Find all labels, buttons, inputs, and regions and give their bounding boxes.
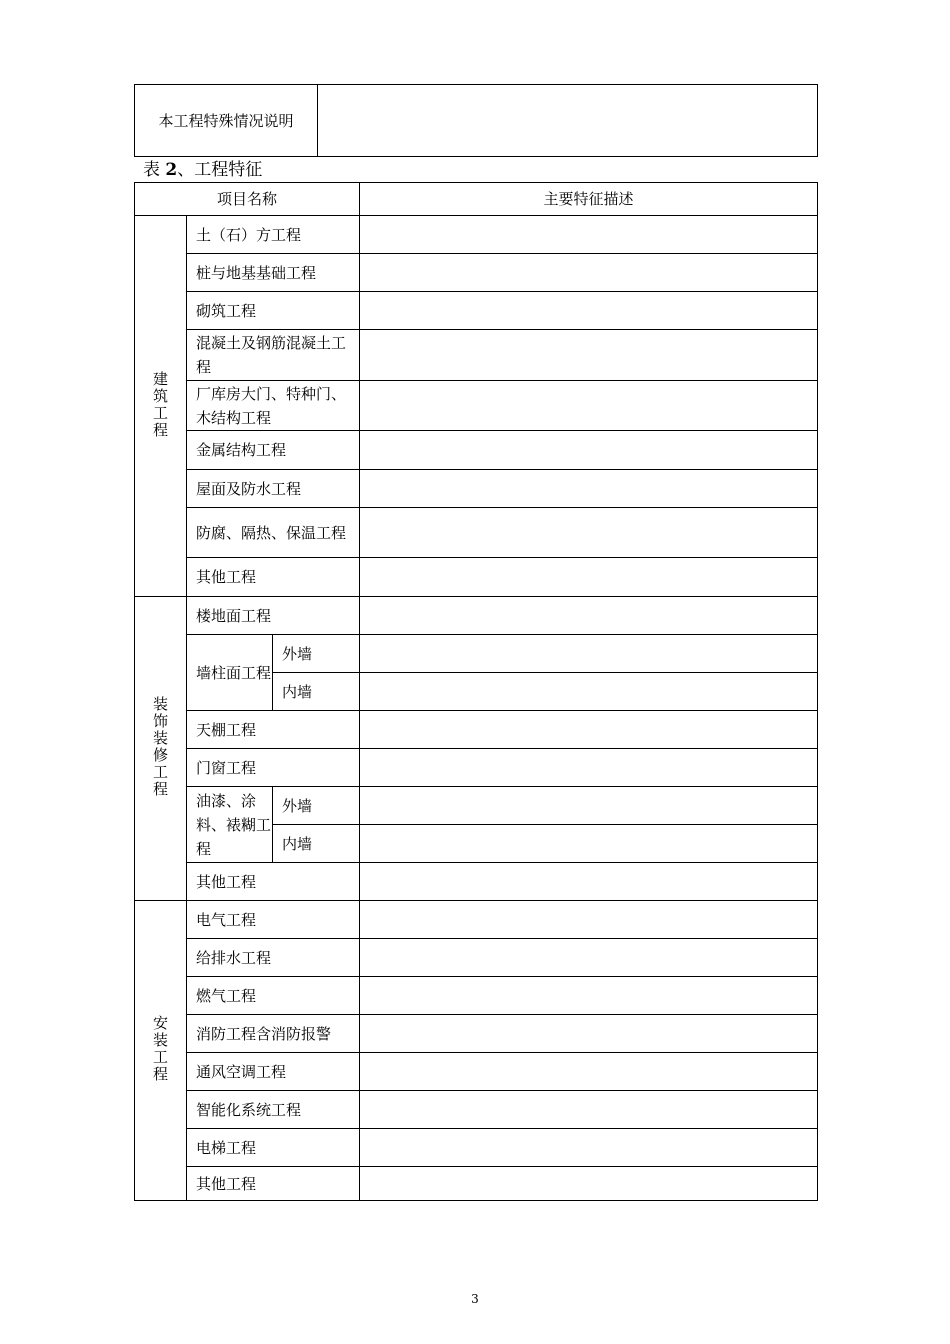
engineering-features-table xyxy=(134,182,818,1201)
special-conditions-value[interactable] xyxy=(318,85,818,157)
description-cell[interactable] xyxy=(360,635,818,673)
table-row xyxy=(135,787,818,825)
category-building: 建筑工程 xyxy=(135,216,187,597)
description-cell[interactable] xyxy=(360,508,818,558)
item-name: 其他工程 xyxy=(187,558,360,597)
item-name: 屋面及防水工程 xyxy=(187,470,360,508)
description-cell[interactable] xyxy=(360,470,818,508)
description-cell[interactable] xyxy=(360,787,818,825)
description-cell[interactable] xyxy=(360,292,818,330)
description-cell[interactable] xyxy=(360,1091,818,1129)
special-conditions-table xyxy=(134,84,818,157)
item-name: 混凝土及钢筋混凝土工程 xyxy=(187,330,360,381)
item-name: 电梯工程 xyxy=(187,1129,360,1167)
description-cell[interactable] xyxy=(360,597,818,635)
table-row xyxy=(135,558,818,597)
sub-item-name: 内墙 xyxy=(273,825,360,863)
description-cell[interactable] xyxy=(360,825,818,863)
table-caption: 表 2、工程特征 xyxy=(143,160,263,180)
item-name: 其他工程 xyxy=(187,863,360,901)
table-row xyxy=(135,863,818,901)
table-row xyxy=(135,711,818,749)
table-row xyxy=(135,216,818,254)
sub-item-name: 内墙 xyxy=(273,673,360,711)
description-cell[interactable] xyxy=(360,558,818,597)
table-row xyxy=(135,470,818,508)
description-cell[interactable] xyxy=(360,863,818,901)
description-cell[interactable] xyxy=(360,901,818,939)
category-installation: 安装工程 xyxy=(135,901,187,1201)
table-row xyxy=(135,508,818,558)
header-item-name: 项目名称 xyxy=(135,183,360,216)
sub-item-name: 外墙 xyxy=(273,787,360,825)
table-row xyxy=(135,597,818,635)
table-row xyxy=(135,431,818,470)
description-cell[interactable] xyxy=(360,216,818,254)
table-row xyxy=(135,1167,818,1201)
item-name: 其他工程 xyxy=(187,1167,360,1201)
description-cell[interactable] xyxy=(360,1015,818,1053)
description-cell[interactable] xyxy=(360,749,818,787)
table-row xyxy=(135,292,818,330)
table-row xyxy=(135,1053,818,1091)
table-row xyxy=(135,381,818,431)
description-cell[interactable] xyxy=(360,1129,818,1167)
item-name: 墙柱面工程 xyxy=(187,635,273,711)
item-name: 消防工程含消防报警 xyxy=(187,1015,360,1053)
description-cell[interactable] xyxy=(360,977,818,1015)
table-row xyxy=(135,330,818,381)
item-name: 天棚工程 xyxy=(187,711,360,749)
item-name: 金属结构工程 xyxy=(187,431,360,470)
item-name: 油漆、涂料、裱糊工程 xyxy=(187,787,273,863)
category-decoration: 装饰装修工程 xyxy=(135,597,187,901)
table-row xyxy=(135,254,818,292)
item-name: 智能化系统工程 xyxy=(187,1091,360,1129)
description-cell[interactable] xyxy=(360,254,818,292)
description-cell[interactable] xyxy=(360,330,818,381)
description-cell[interactable] xyxy=(360,381,818,431)
table-row xyxy=(135,749,818,787)
table-row xyxy=(135,977,818,1015)
table-row xyxy=(135,1015,818,1053)
table-row xyxy=(135,1091,818,1129)
table-header-row xyxy=(135,183,818,216)
item-name: 桩与地基基础工程 xyxy=(187,254,360,292)
header-description: 主要特征描述 xyxy=(360,183,818,216)
item-name: 给排水工程 xyxy=(187,939,360,977)
description-cell[interactable] xyxy=(360,1167,818,1201)
table-row xyxy=(135,939,818,977)
description-cell[interactable] xyxy=(360,673,818,711)
item-name: 电气工程 xyxy=(187,901,360,939)
page-number: 3 xyxy=(471,1292,479,1306)
description-cell[interactable] xyxy=(360,711,818,749)
item-name: 门窗工程 xyxy=(187,749,360,787)
description-cell[interactable] xyxy=(360,431,818,470)
item-name: 防腐、隔热、保温工程 xyxy=(187,508,360,558)
item-name: 土（石）方工程 xyxy=(187,216,360,254)
sub-item-name: 外墙 xyxy=(273,635,360,673)
special-conditions-label: 本工程特殊情况说明 xyxy=(135,85,318,157)
item-name: 砌筑工程 xyxy=(187,292,360,330)
item-name: 厂库房大门、特种门、木结构工程 xyxy=(187,381,360,431)
description-cell[interactable] xyxy=(360,1053,818,1091)
item-name: 通风空调工程 xyxy=(187,1053,360,1091)
description-cell[interactable] xyxy=(360,939,818,977)
table-row xyxy=(135,1129,818,1167)
item-name: 楼地面工程 xyxy=(187,597,360,635)
table-row xyxy=(135,635,818,673)
item-name: 燃气工程 xyxy=(187,977,360,1015)
table-row xyxy=(135,901,818,939)
